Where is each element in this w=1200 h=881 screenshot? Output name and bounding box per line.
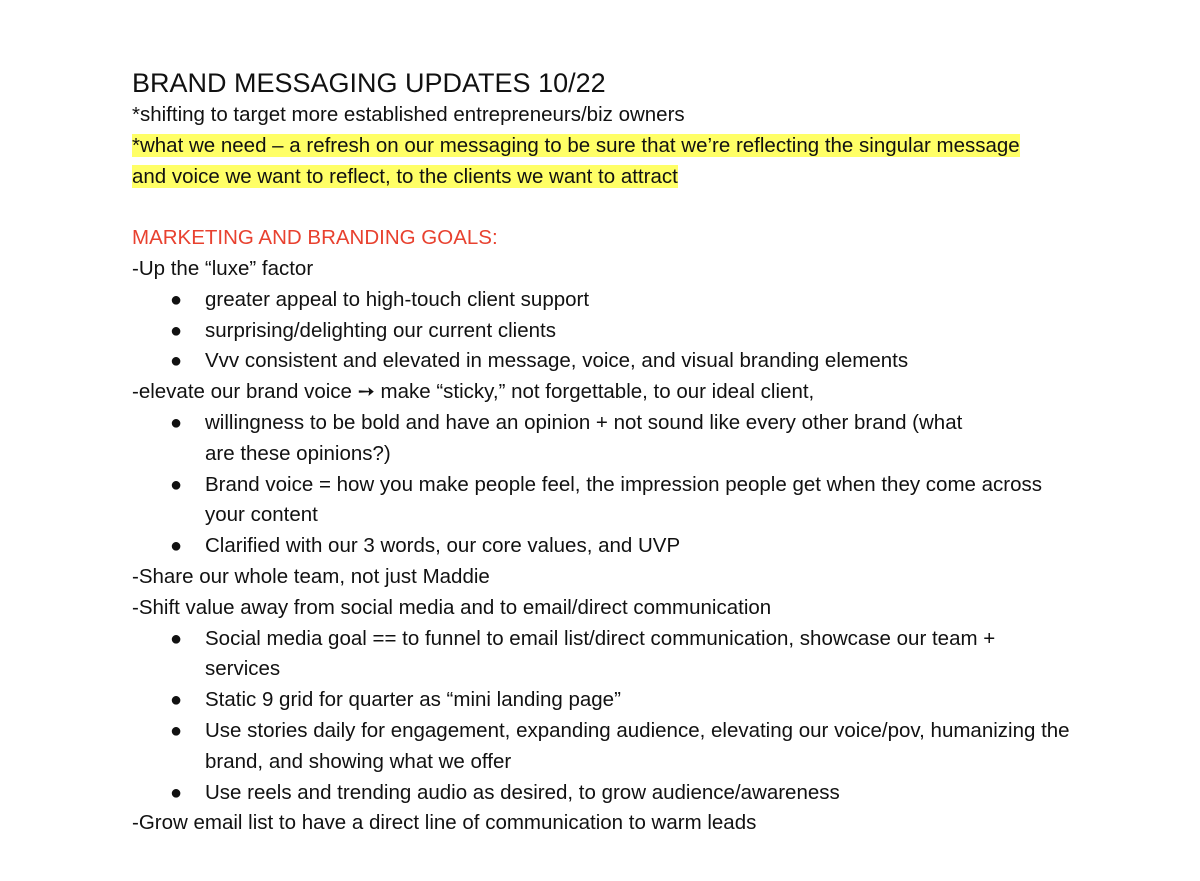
document-title: BRAND MESSAGING UPDATES 10/22 xyxy=(132,68,606,98)
bullet-text: greater appeal to high-touch client support xyxy=(205,287,590,311)
bullet-text: Use reels and trending audio as desired, to grow audience/awareness xyxy=(205,780,840,804)
blank-line xyxy=(132,192,1132,223)
bullet-text: willingness to be bold and have an opinion + not sound like every other brand (what are these opinions?) xyxy=(205,410,963,465)
goal-line: -Shift value away from social media and to email/direct communication xyxy=(132,595,772,619)
bullet-text: Social media goal == to funnel to email list/direct communication, showcase our team + services xyxy=(205,626,996,681)
bullet-item xyxy=(132,316,1085,347)
bullet-icon: ● xyxy=(170,627,183,650)
bullet-list xyxy=(132,624,1132,809)
bullet-text: surprising/delighting our current clients xyxy=(205,318,556,342)
bullet-item xyxy=(132,470,1085,532)
bullet-text: Static 9 grid for quarter as “mini landing page” xyxy=(205,688,621,712)
bullet-item xyxy=(132,778,1085,809)
bullet-icon: ● xyxy=(170,411,183,434)
bullet-icon: ● xyxy=(170,473,183,496)
bullet-list xyxy=(132,285,1132,377)
bullet-icon: ● xyxy=(170,350,183,373)
bullet-list xyxy=(132,408,1132,562)
bullet-item xyxy=(132,716,1085,778)
highlight-line-2 xyxy=(132,162,1132,193)
document-page xyxy=(132,66,1132,839)
bullet-item xyxy=(132,685,1085,716)
goal-line: -Grow email list to have a direct line of communication to warm leads xyxy=(132,811,757,835)
bullet-icon: ● xyxy=(170,288,183,311)
highlighted-text: *what we need – a refresh on our messaging to be sure that we’re reflecting the singular message xyxy=(132,133,1020,157)
intro-line: *shifting to target more established entrepreneurs/biz owners xyxy=(132,103,685,126)
highlighted-text: and voice we want to reflect, to the clients we want to attract xyxy=(132,164,678,188)
bullet-item xyxy=(132,346,1085,377)
bullet-item xyxy=(132,624,1055,686)
goal-line: -elevate our brand voice ➙ make “sticky,” not forgettable, to our ideal client, xyxy=(132,380,815,404)
bullet-item xyxy=(132,531,1085,562)
bullet-text: Vvv consistent and elevated in message, voice, and visual branding elements xyxy=(205,349,909,373)
highlight-line-1 xyxy=(132,131,1132,162)
bullet-icon: ● xyxy=(170,719,183,742)
bullet-item xyxy=(132,408,965,470)
bullet-icon: ● xyxy=(170,781,183,804)
goal-line: -Up the “luxe” factor xyxy=(132,256,314,280)
section-heading: MARKETING AND BRANDING GOALS: xyxy=(132,226,498,250)
bullet-icon: ● xyxy=(170,689,183,712)
bullet-item xyxy=(132,285,1085,316)
bullet-text: Clarified with our 3 words, our core values, and UVP xyxy=(205,534,681,558)
bullet-text: Brand voice = how you make people feel, the impression people get when they come across your content xyxy=(205,472,1042,527)
goal-line: -Share our whole team, not just Maddie xyxy=(132,564,490,588)
bullet-text: Use stories daily for engagement, expanding audience, elevating our voice/pov, humanizing the brand, and showing what we offer xyxy=(205,718,1070,773)
bullet-icon: ● xyxy=(170,319,183,342)
bullet-icon: ● xyxy=(170,535,183,558)
